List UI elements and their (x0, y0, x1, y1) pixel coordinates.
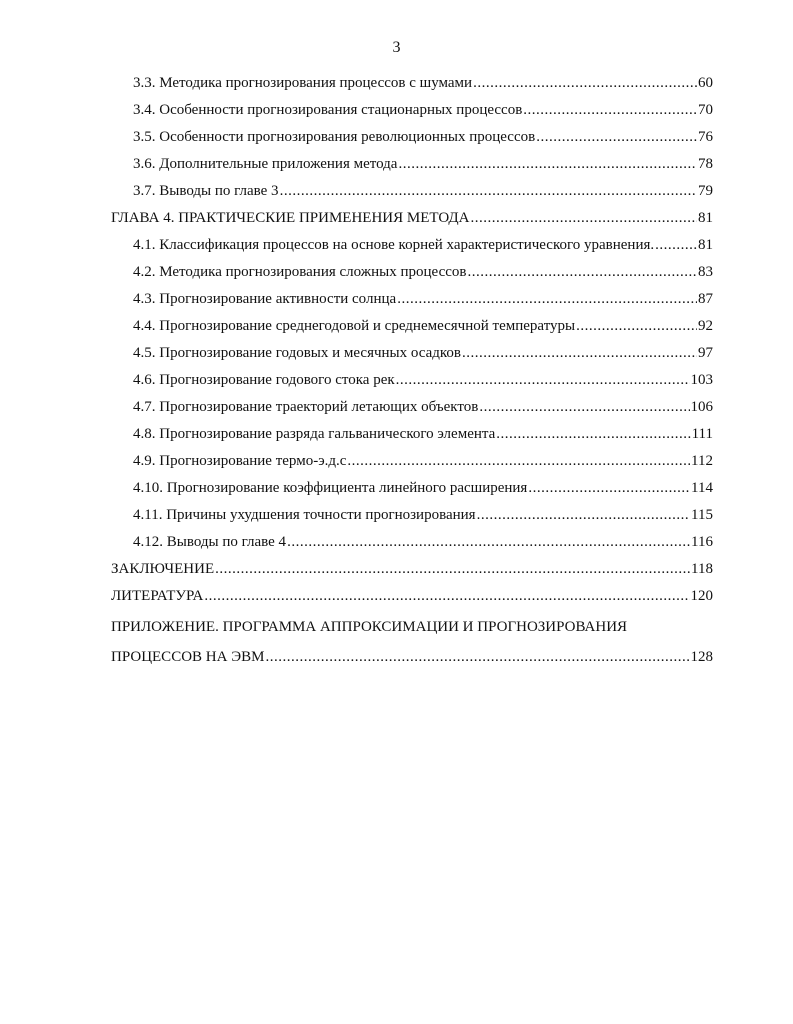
toc-entry-title: 3.5. Особенности прогнозирования революционных процессов (133, 129, 536, 145)
toc-dot-leader (280, 180, 697, 202)
toc-entry-title: 3.4. Особенности прогнозирования стационарных процессов (133, 102, 523, 118)
toc-dot-leader (398, 153, 697, 175)
toc-dot-leader (397, 288, 697, 310)
toc-entry-4-12 (133, 531, 713, 553)
toc-entry-title: ЛИТЕРАТУРА (111, 588, 204, 604)
toc-dot-leader (477, 504, 690, 526)
toc-entry-page: 87 (698, 291, 713, 307)
toc-dot-leader (204, 585, 689, 607)
toc-entry-literature (111, 585, 713, 607)
toc-entry-page: 78 (698, 156, 713, 172)
toc-entry-title: 4.5. Прогнозирование годовых и месячных осадков (133, 345, 461, 361)
toc-entry-4-2 (133, 261, 713, 283)
toc-entry-title: 4.9. Прогнозирование термо-э.д.с (133, 453, 347, 469)
toc-entry-page: 103 (690, 372, 713, 388)
toc-entry-3-7 (133, 180, 713, 202)
toc-dot-leader (528, 477, 690, 499)
toc-entry-conclusion (111, 558, 713, 580)
toc-dot-leader (287, 531, 690, 553)
toc-entry-3-4 (133, 99, 713, 121)
toc-entry-title: 4.11. Причины ухудшения точности прогнозирования (133, 507, 476, 523)
toc-entry-4-1 (133, 234, 713, 256)
toc-entry-page: 83 (698, 264, 713, 280)
toc-entry-title: 3.6. Дополнительные приложения метода (133, 156, 398, 172)
toc-dot-leader (462, 342, 697, 364)
toc-dot-leader (576, 315, 697, 337)
toc-entry-title: 4.12. Выводы по главе 4 (133, 534, 287, 550)
page-number: 3 (392, 39, 401, 56)
toc-entry-4-3 (133, 288, 713, 310)
toc-entry-page: 79 (698, 183, 713, 199)
toc-entry-title: ГЛАВА 4. ПРАКТИЧЕСКИЕ ПРИМЕНЕНИЯ МЕТОДА (111, 210, 470, 226)
toc-entry-3-3 (133, 72, 713, 94)
toc-entry-4-7 (133, 396, 713, 418)
toc-dot-leader (265, 646, 689, 668)
toc-entry-page: 81 (698, 210, 713, 226)
toc-entry-page: 115 (691, 507, 713, 523)
toc-entry-page: 116 (691, 534, 713, 550)
toc-dot-leader (470, 207, 697, 229)
toc-entry-appendix (111, 646, 713, 668)
toc-entry-page: 76 (698, 129, 713, 145)
toc-entry-title: 4.3. Прогнозирование активности солнца (133, 291, 397, 307)
toc-dot-leader (215, 558, 690, 580)
toc-dot-leader (523, 99, 697, 121)
toc-entry-title: 4.6. Прогнозирование годового стока рек (133, 372, 395, 388)
toc-entry-page: 106 (690, 399, 713, 415)
toc-dot-leader (467, 261, 697, 283)
toc-entry-4-11 (133, 504, 713, 526)
toc-entry-chapter-4 (111, 207, 713, 229)
toc-dot-leader (536, 126, 697, 148)
toc-entry-3-6 (133, 153, 713, 175)
toc-entry-page: 118 (691, 561, 713, 577)
toc-dot-leader (496, 423, 690, 445)
toc-entry-page: 97 (698, 345, 713, 361)
toc-entry-title: ПРОЦЕССОВ НА ЭВМ (111, 649, 265, 665)
toc-entry-4-8 (133, 423, 713, 445)
toc-entry-3-5 (133, 126, 713, 148)
toc-entry-page: 70 (698, 102, 713, 118)
toc-entry-page: 120 (690, 588, 713, 604)
toc-entry-page: 111 (691, 426, 713, 442)
toc-dot-leader (473, 72, 697, 94)
toc-entry-4-4 (133, 315, 713, 337)
toc-entry-title: 4.8. Прогнозирование разряда гальванического элемента (133, 426, 496, 442)
toc-dot-leader (396, 369, 690, 391)
toc-entry-4-9 (133, 450, 713, 472)
toc-entry-title: 4.4. Прогнозирование среднегодовой и среднемесячной температуры (133, 318, 576, 334)
toc-entry-title: 4.2. Методика прогнозирования сложных процессов (133, 264, 467, 280)
toc-dot-leader (479, 396, 689, 418)
toc-entry-title: 4.1. Классификация процессов на основе корней характеристического уравнения. (133, 237, 655, 253)
toc-entry-appendix-line1: ПРИЛОЖЕНИЕ. ПРОГРАММА АППРОКСИМАЦИИ И ПРОГНОЗИРОВАНИЯ (111, 619, 628, 635)
toc-dot-leader (655, 234, 697, 256)
toc-entry-page: 60 (698, 75, 713, 91)
toc-entry-page: 92 (698, 318, 713, 334)
toc-entry-title: 3.7. Выводы по главе 3 (133, 183, 279, 199)
toc-entry-page: 112 (691, 453, 713, 469)
toc-entry-page: 114 (691, 480, 713, 496)
toc-dot-leader (347, 450, 690, 472)
toc-entry-page: 81 (698, 237, 713, 253)
toc-entry-title: 3.3. Методика прогнозирования процессов с шумами (133, 75, 473, 91)
toc-entry-4-6 (133, 369, 713, 391)
toc-entry-title: 4.7. Прогнозирование траекторий летающих объектов (133, 399, 479, 415)
toc-entry-title: 4.10. Прогнозирование коэффициента линейного расширения (133, 480, 528, 496)
toc-entry-title: ЗАКЛЮЧЕНИЕ (111, 561, 215, 577)
toc-entry-4-10 (133, 477, 713, 499)
toc-entry-page: 128 (690, 649, 713, 665)
toc-entry-4-5 (133, 342, 713, 364)
